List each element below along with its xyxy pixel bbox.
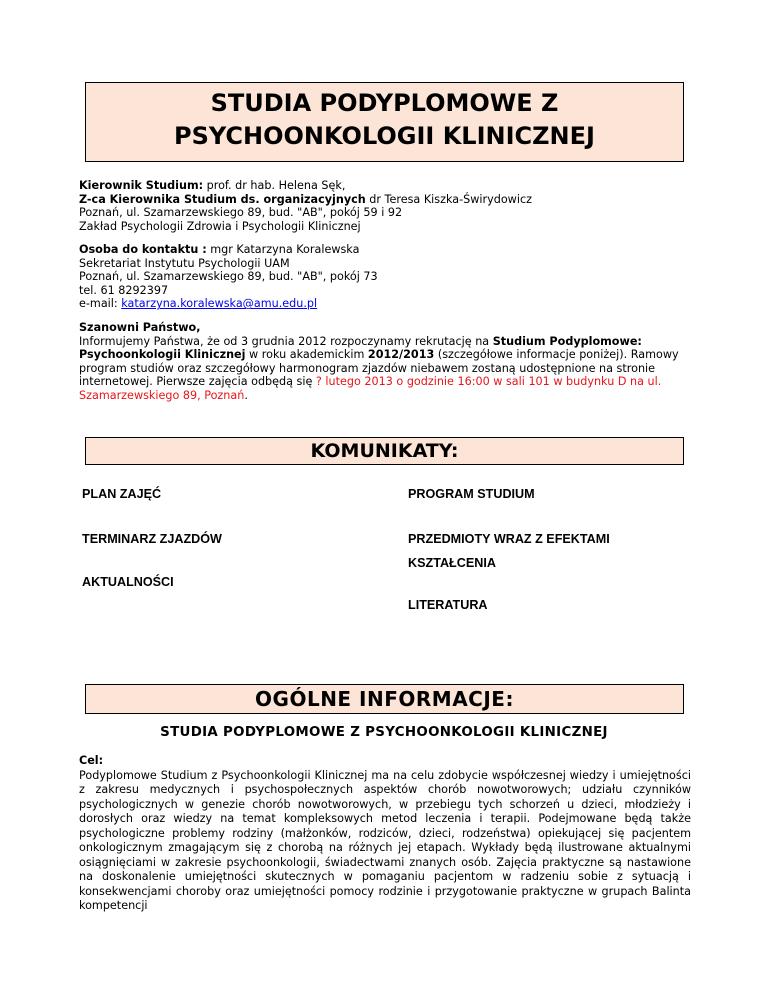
welcome-section: [79, 321, 691, 403]
secretariat-name: Sekretariat Instytutu Psychologii UAM: [79, 256, 290, 270]
link-news[interactable]: AKTUALNOŚCI: [82, 575, 174, 589]
goal-label: Cel:: [79, 754, 104, 767]
department-name: Zakład Psychologii Zdrowia i Psychologii Klinicznej: [79, 219, 361, 233]
link-subjects-line1: PRZEDMIOTY WRAZ Z EFEKTAMI: [408, 532, 610, 546]
contact-address: Poznań, ul. Szamarzewskiego 89, bud. "AB", pokój 73: [79, 270, 378, 284]
link-schedule[interactable]: TERMINARZ ZJAZDÓW: [82, 532, 222, 546]
greeting: Szanowni Państwo,: [79, 321, 201, 334]
contact-person-section: [79, 243, 691, 311]
link-plan[interactable]: PLAN ZAJĘĆ: [82, 487, 162, 501]
section-subtitle: STUDIA PODYPLOMOWE Z PSYCHOONKOLOGII KLINICZNEJ: [160, 725, 608, 740]
page-title-line2: PSYCHOONKOLOGII KLINICZNEJ: [174, 122, 595, 150]
contact-label: Osoba do kontaktu :: [79, 243, 207, 256]
contact-value: mgr Katarzyna Koralewska: [206, 243, 360, 256]
management-section: [79, 179, 691, 233]
office-address: Poznań, ul. Szamarzewskiego 89, bud. "AB", pokój 59 i 92: [79, 206, 403, 220]
head-value: prof. dr hab. Helena Sęk,: [203, 179, 346, 192]
email-prefix: e-mail:: [79, 297, 122, 311]
head-label: Kierownik Studium:: [79, 179, 204, 192]
page-title-line1: STUDIA PODYPLOMOWE Z: [210, 89, 559, 117]
email-link[interactable]: katarzyna.koralewska@amu.edu.pl: [121, 297, 318, 311]
link-literature[interactable]: LITERATURA: [408, 598, 488, 612]
deputy-label: Z-ca Kierownika Studium ds. organizacyjnych: [79, 192, 366, 206]
link-program[interactable]: PROGRAM STUDIUM: [408, 487, 535, 501]
deputy-value: dr Teresa Kiszka-Świrydowicz: [365, 192, 532, 206]
first-class-date: ? lutego 2013 o godzinie 16:00 w sali 101 w budynku D na ul. Szamarzewskiego 89, Poznań: [79, 375, 662, 402]
link-subjects-line2: KSZTAŁCENIA: [408, 556, 496, 570]
welcome-paragraph: Informujemy Państwa, że od 3 grudnia 2012 rozpoczynamy rekrutację na Studium Podyplomowe: Psychoonkologii Klinicznej w roku akademickim 2012/2013 (szczegółowe informacje poniżej). Ramowy program studiów oraz szczegółowy harmonogram zjazdów niebawem zostaną udostępnione na stronie internetowej. Pierwsze zajęcia odbędą się ? lutego 2013 o godzinie 16:00 w sali 101 w budynku D na ul. Szamarzewskiego 89, Poznań.: [79, 334, 679, 402]
general-info-banner: OGÓLNE INFORMACJE:: [85, 684, 684, 714]
announcements-banner: KOMUNIKATY:: [85, 437, 684, 465]
goal-text: Podyplomowe Studium z Psychoonkologii Klinicznej ma na celu zdobycie współczesnej wiedzy i umiejętności z zakresu medycznych i psychospołecznych aspektów chorób nowotworowych; udziału czynników psychologicznych w genezie chorób nowotworowych, w przebiegu tych schorzeń u dzieci, młodzieży i dorosłych oraz wiedzy na temat kompleksowych metod leczenia i terapii. Podejmowane będą także psychologiczne problemy rodziny (małżonków, rodziców, dzieci, rodzeństwa) opiekującej się pacjentem onkologicznym zmagającym się z chorobą na różnych jej etapach. Wykłady będą ilustrowane aktualnymi osiągnięciami w zakresie psychoonkologii, świadectwami znanych osób. Zajęcia praktyczne są nastawione na doskonalenie umiejętności skutecznych w pomaganiu pacjentom w radzeniu sobie z sytuacją i konsekwencjami choroby oraz umiejętności pomocy rodzinie i przygotowanie praktyczne w grupach Balinta kompetencji: [79, 768, 691, 912]
goal-section: [79, 754, 691, 914]
contact-phone: tel. 61 8292397: [79, 283, 169, 297]
page-title-banner: [85, 82, 684, 162]
link-subjects[interactable]: [408, 532, 610, 570]
